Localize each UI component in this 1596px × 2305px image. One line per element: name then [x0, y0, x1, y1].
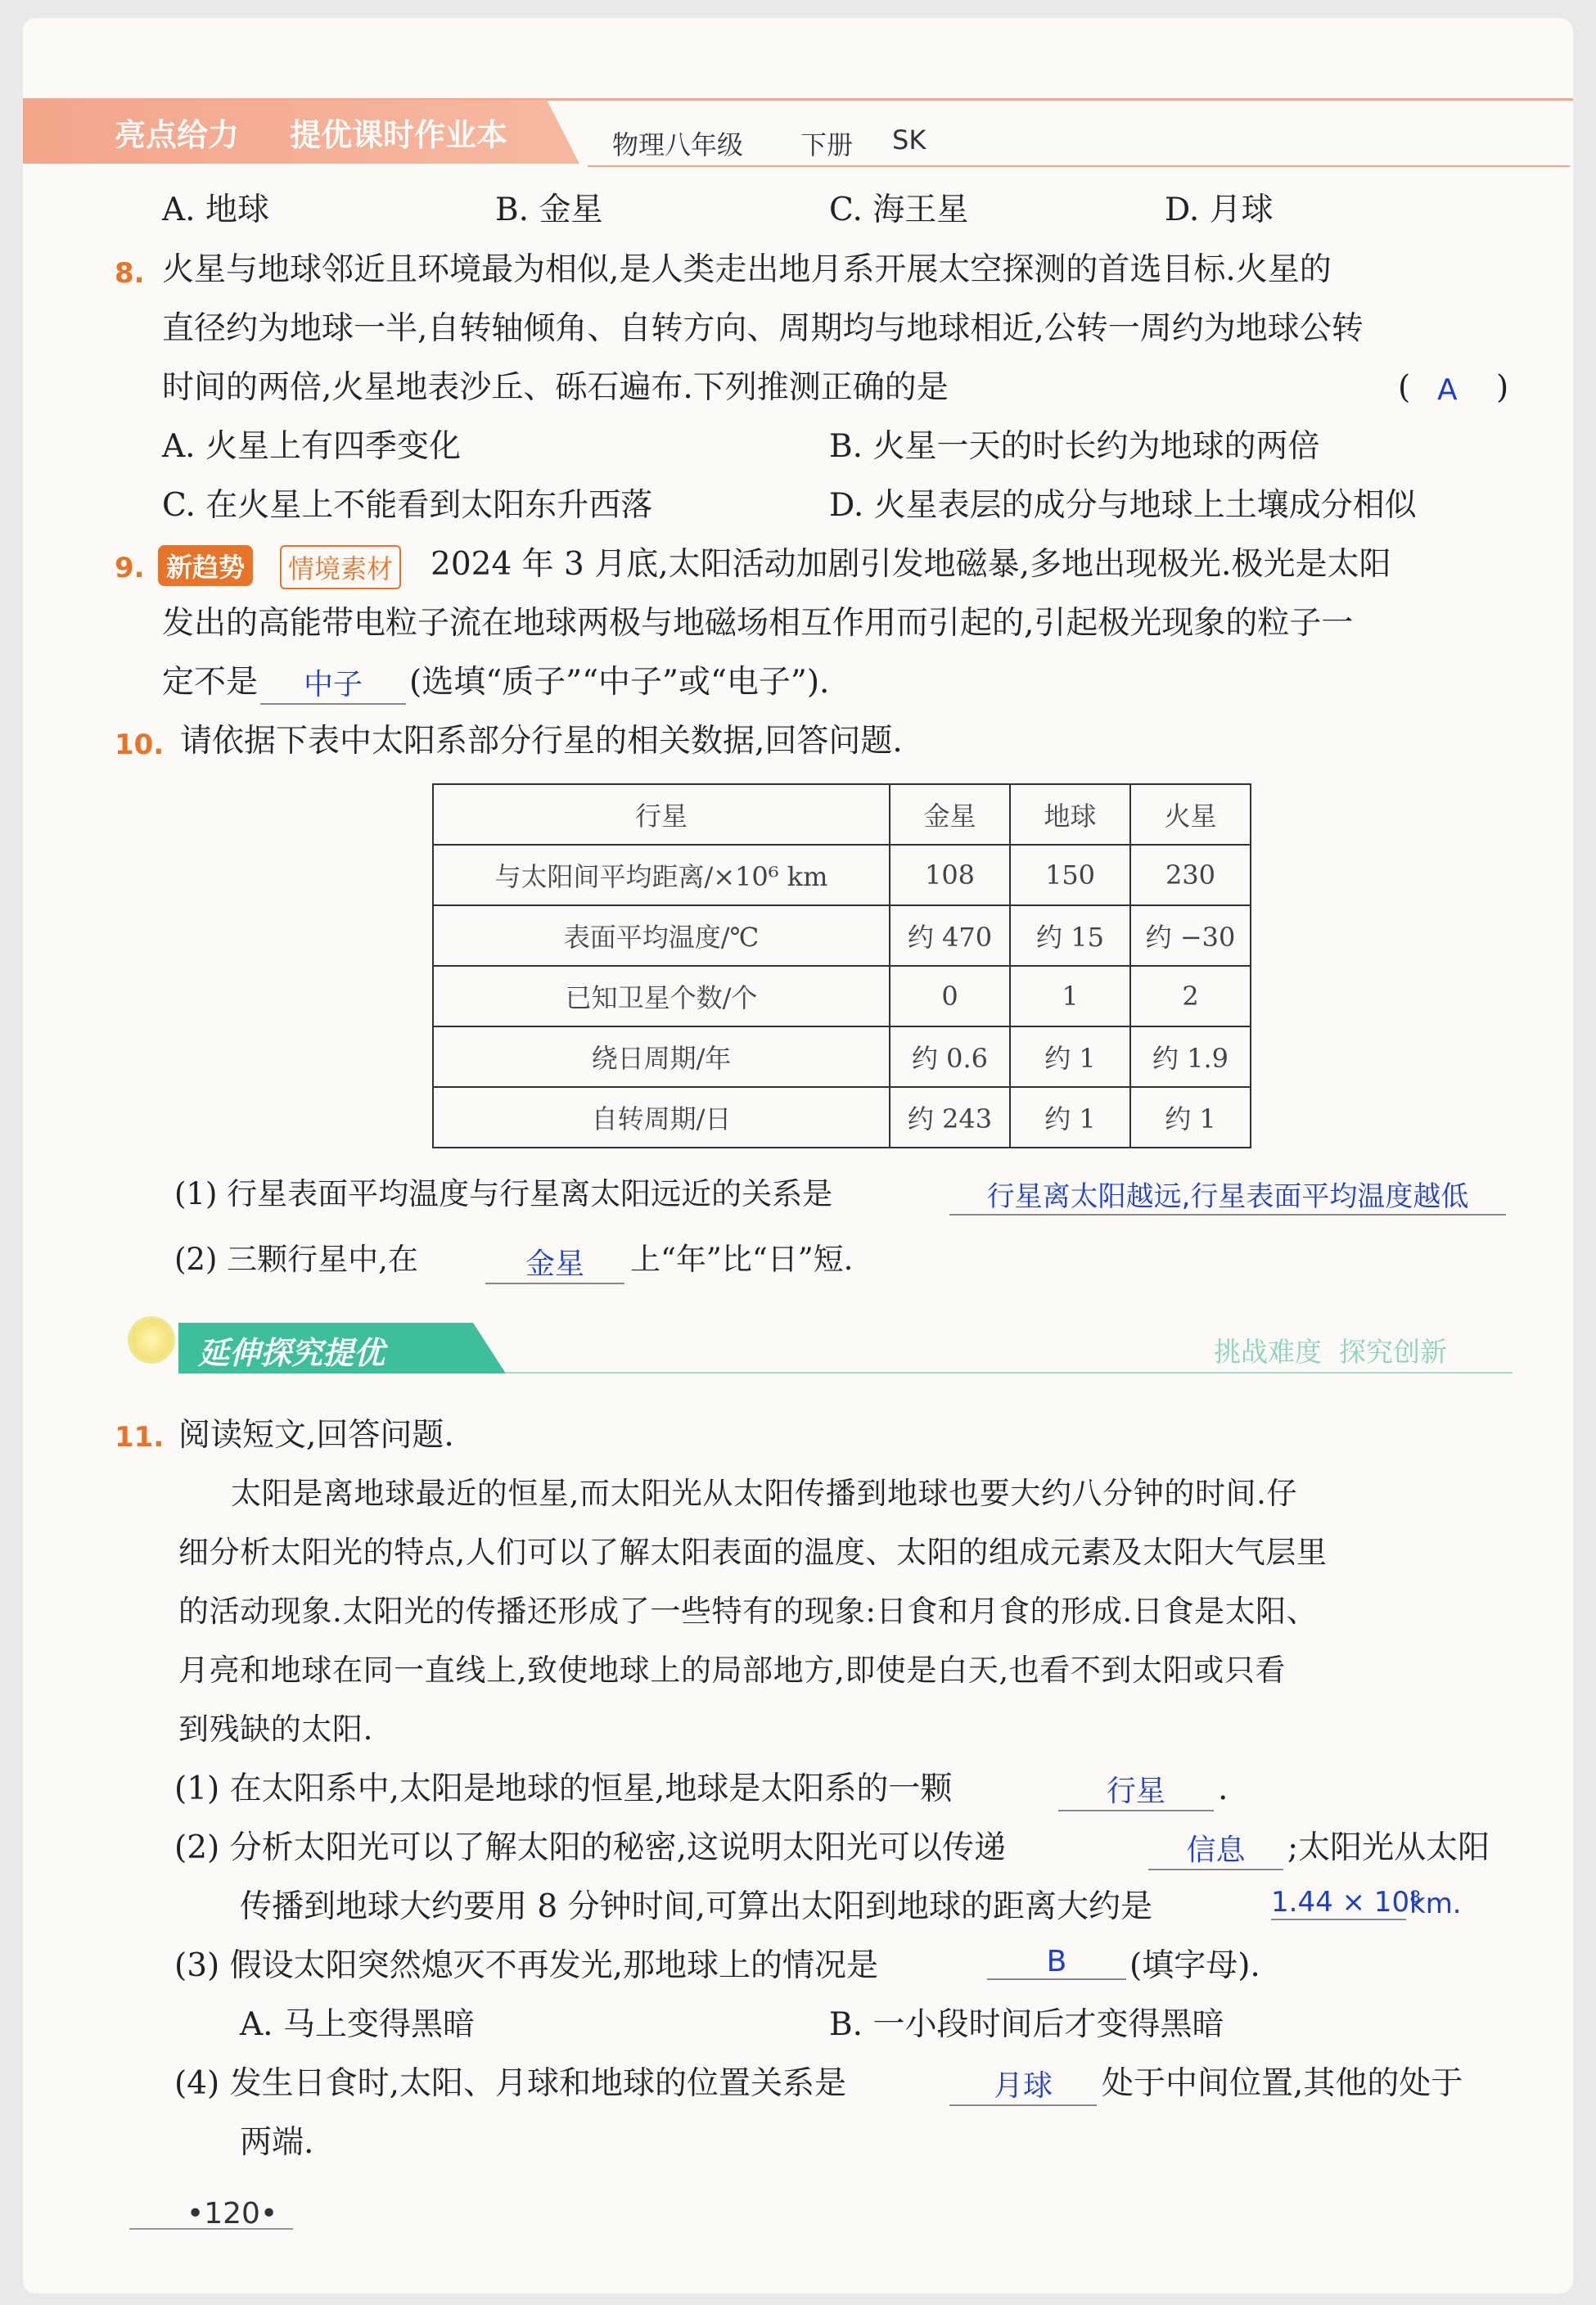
- q11-sub1-answer: 行星: [1058, 1768, 1214, 1811]
- planet-table-wrapper: [432, 783, 1251, 1148]
- q8-option-a: A. 火星上有四季变化: [162, 428, 461, 465]
- q9-badge: 新趋势: [158, 545, 253, 586]
- q9-line-1: 2024 年 3 月底,太阳活动加剧引发地磁暴,多地出现极光.极光是太阳: [431, 546, 1391, 583]
- q8-answer-close: ): [1496, 369, 1509, 406]
- q11-passage-line: 细分析太阳光的特点,人们可以了解太阳表面的温度、太阳的组成元素及太阳大气层里: [178, 1535, 1328, 1570]
- table-cell: 与太阳间平均距离/×10⁶ km: [433, 845, 890, 905]
- q9-tag: 情境素材: [280, 545, 401, 589]
- table-cell: 约 1.9: [1130, 1026, 1251, 1087]
- q11-passage-line: 月亮和地球在同一直线上,致使地球上的局部地方,即使是白天,也看不到太阳或只看: [178, 1653, 1287, 1688]
- q10-sub2-suffix: 上“年”比“日”短.: [630, 1242, 854, 1277]
- table-cell: 约 1: [1010, 1026, 1130, 1087]
- q7-option-b: B. 金星: [495, 192, 603, 228]
- header-volume: 下册: [800, 129, 854, 160]
- section-rule: [506, 1372, 1513, 1374]
- header-series: 提优课时作业本: [290, 117, 508, 153]
- q11-passage-line: 的活动现象.太阳光的传播还形成了一些特有的现象:日食和月食的形成.日食是太阳、: [178, 1594, 1318, 1629]
- q9-line-2: 发出的高能带电粒子流在地球两极与地磁场相互作用而引起的,引起极光现象的粒子一: [162, 605, 1354, 642]
- section-subtitle: 挑战难度 探究创新: [1214, 1336, 1447, 1368]
- table-header-cell: 金星: [890, 784, 1010, 845]
- q9-answer: 中子: [260, 661, 406, 705]
- q10-prompt: 请依据下表中太阳系部分行星的相关数据,回答问题.: [180, 723, 903, 760]
- table-header-cell: 行星: [433, 784, 890, 845]
- table-cell: 约 0.6: [890, 1026, 1010, 1087]
- table-row: [433, 1026, 1251, 1087]
- q8-answer: A: [1437, 373, 1458, 407]
- q11-sub4-prompt: (4) 发生日食时,太阳、月球和地球的位置关系是: [174, 2065, 847, 2102]
- table-cell: 自转周期/日: [433, 1087, 890, 1148]
- q11-sub3-prompt: (3) 假设太阳突然熄灭不再发光,那地球上的情况是: [174, 1947, 879, 1984]
- table-row: [433, 966, 1251, 1026]
- q8-line-2: 直径约为地球一半,自转轴倾角、自转方向、周期均与地球相近,公转一周约为地球公转: [162, 310, 1364, 347]
- q7-option-a: A. 地球: [162, 192, 269, 228]
- table-cell: 约 1: [1130, 1087, 1251, 1148]
- q9-number: 9.: [115, 552, 145, 584]
- table-header-row: [433, 784, 1251, 845]
- table-row: [433, 1087, 1251, 1148]
- table-row: [433, 845, 1251, 905]
- q11-sub3-option-b: B. 一小段时间后才变得黑暗: [829, 2006, 1224, 2043]
- page-number: •120•: [187, 2197, 278, 2231]
- q11-sub3-option-a: A. 马上变得黑暗: [240, 2006, 475, 2043]
- table-cell: 1: [1010, 966, 1130, 1026]
- q11-passage-line: 太阳是离地球最近的恒星,而太阳光从太阳传播到地球也要大约八分钟的时间.仔: [231, 1476, 1298, 1511]
- section-icon: [128, 1316, 175, 1364]
- header-brand: 亮点给力: [115, 117, 240, 153]
- q8-option-d: D. 火星表层的成分与地球上土壤成分相似: [829, 487, 1417, 524]
- table-cell: 108: [890, 845, 1010, 905]
- q10-sub2-prompt: (2) 三颗行星中,在: [174, 1242, 418, 1277]
- q8-line-1: 火星与地球邻近且环境最为相似,是人类走出地月系开展太空探测的首选目标.火星的: [162, 251, 1332, 288]
- table-cell: 已知卫星个数/个: [433, 966, 890, 1026]
- table-cell: 表面平均温度/℃: [433, 905, 890, 966]
- q11-sub2-prompt: (2) 分析太阳光可以了解太阳的秘密,这说明太阳光可以传递: [174, 1829, 1007, 1866]
- q11-sub2-line2: 传播到地球大约要用 8 分钟时间,可算出太阳到地球的距离大约是: [240, 1888, 1153, 1925]
- table-cell: 绕日周期/年: [433, 1026, 890, 1087]
- q11-sub2-unit: km.: [1409, 1888, 1462, 1920]
- table-cell: 2: [1130, 966, 1251, 1026]
- table-cell: 0: [890, 966, 1010, 1026]
- q8-answer-open: (: [1398, 369, 1411, 406]
- q10-number: 10.: [115, 728, 165, 761]
- q9-line-3-post: (选填“质子”“中子”或“电子”).: [409, 664, 830, 701]
- table-cell: 150: [1010, 845, 1130, 905]
- q11-prompt: 阅读短文,回答问题.: [178, 1417, 454, 1454]
- q11-sub1-prompt: (1) 在太阳系中,太阳是地球的恒星,地球是太阳系的一颗: [174, 1770, 953, 1807]
- section-title: 延伸探究提优: [198, 1335, 385, 1371]
- q11-sub3-suffix: (填字母).: [1129, 1947, 1260, 1984]
- planet-table: [432, 783, 1251, 1148]
- header-subject: 物理八年级: [612, 129, 744, 160]
- q11-passage-line: 到残缺的太阳.: [178, 1712, 373, 1747]
- q8-number: 8.: [115, 257, 145, 290]
- q11-sub4-line2: 两端.: [240, 2124, 314, 2161]
- q7-option-c: C. 海王星: [829, 192, 969, 228]
- table-cell: 约 243: [890, 1087, 1010, 1148]
- q8-line-3: 时间的两倍,火星地表沙丘、砾石遍布.下列推测正确的是: [162, 369, 949, 406]
- q11-sub2-answer: 信息: [1148, 1827, 1283, 1870]
- table-row: [433, 905, 1251, 966]
- table-cell: 约 −30: [1130, 905, 1251, 966]
- table-cell: 约 1: [1010, 1087, 1130, 1148]
- header-edition: SK: [892, 124, 926, 156]
- q11-sub2-suffix: ;太阳光从太阳: [1287, 1829, 1490, 1866]
- q10-sub1-answer: 行星离太阳越远,行星表面平均温度越低: [949, 1174, 1506, 1216]
- q8-option-c: C. 在火星上不能看到太阳东升西落: [162, 487, 653, 524]
- table-header-cell: 火星: [1130, 784, 1251, 845]
- q11-sub2-distance: 1.44 × 10⁸: [1271, 1886, 1421, 1919]
- q11-sub4-suffix: 处于中间位置,其他的处于: [1102, 2065, 1463, 2102]
- table-cell: 230: [1130, 845, 1251, 905]
- q10-sub1-prompt: (1) 行星表面平均温度与行星离太阳远近的关系是: [174, 1176, 833, 1211]
- q8-option-b: B. 火星一天的时长约为地球的两倍: [829, 428, 1320, 465]
- q11-sub3-answer: B: [987, 1945, 1126, 1980]
- table-cell: 约 15: [1010, 905, 1130, 966]
- q7-option-d: D. 月球: [1165, 192, 1274, 228]
- q11-sub1-suffix: .: [1218, 1770, 1229, 1807]
- q11-sub4-answer: 月球: [949, 2063, 1097, 2106]
- q11-number: 11.: [115, 1421, 165, 1454]
- table-cell: 约 470: [890, 905, 1010, 966]
- q10-sub2-answer: 金星: [485, 1241, 624, 1284]
- q9-line-3-pre: 定不是: [162, 664, 259, 701]
- page: [23, 18, 1573, 2294]
- table-header-cell: 地球: [1010, 784, 1130, 845]
- header-rule: [588, 165, 1570, 167]
